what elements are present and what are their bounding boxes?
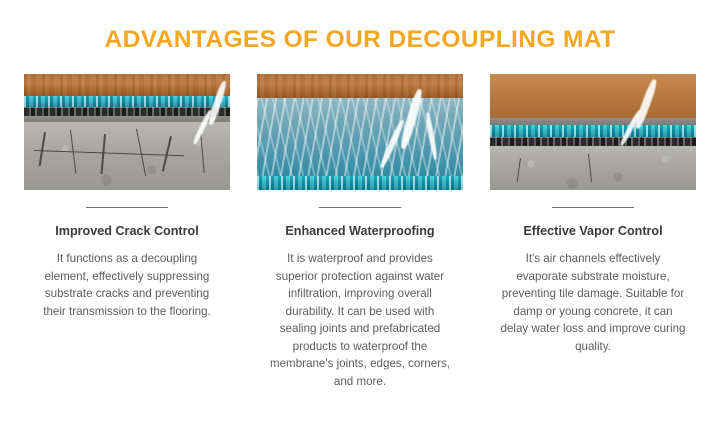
card-title: Effective Vapor Control [490,207,696,239]
advantage-card [257,74,463,390]
card-title: Enhanced Waterproofing [257,207,463,239]
vapor-control-image [490,74,696,190]
crack-control-image [24,74,230,190]
card-body: It is waterproof and provides superior protection against water infiltration, improving overall durability. It can be used with sealing joints and prefabricated products to waterproof the membrane's joints, edges, corners, and more. [269,252,451,388]
card-body: It's air channels effectively evaporate substrate moisture, preventing tile damage. Suitable for damp or young concrete, it can delay water loss and improve curing quality. [500,252,686,353]
advantage-card [490,74,696,355]
card-body: It functions as a decoupling element, effectively suppressing substrate cracks and preventing their transmission to the flooring. [43,252,211,318]
advantage-cards [0,54,720,390]
waterproofing-image [257,74,463,190]
page-title: ADVANTAGES OF OUR DECOUPLING MAT [104,26,616,53]
advantage-card [24,74,230,320]
card-title: Improved Crack Control [24,207,230,239]
